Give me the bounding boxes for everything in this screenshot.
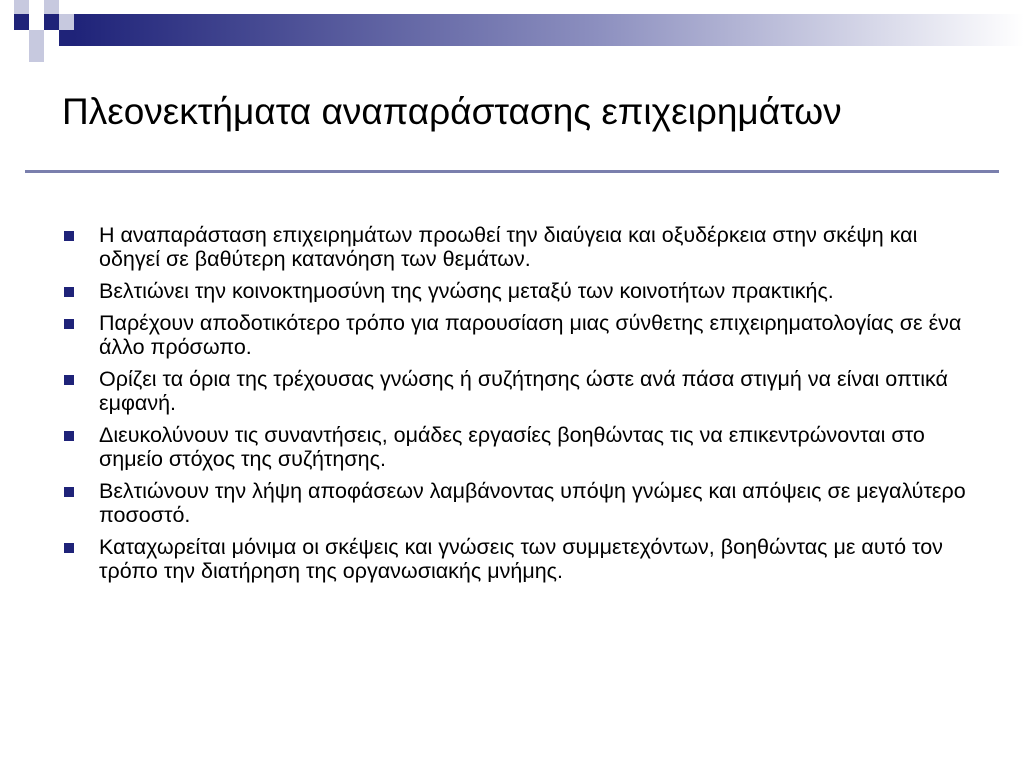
header-gradient-band [74,14,1024,46]
square-bullet-icon [64,287,74,297]
bullet-item [62,535,982,583]
bullet-text: Καταχωρείται μόνιμα οι σκέψεις και γνώσεις των συμμετεχόντων, βοηθώντας με αυτό τον τρόπο την διατήρηση της οργανωσιακής μνήμης. [99,535,943,583]
square-bullet-icon [64,543,74,553]
square-bullet-icon [64,487,74,497]
bullet-list [62,223,982,591]
bullet-text: Παρέχουν αποδοτικότερο τρόπο για παρουσίαση μιας σύνθετης επιχειρηματολογίας σε ένα άλλο πρόσωπο. [99,311,962,359]
bullet-item [62,423,982,471]
corner-squares-decoration [14,0,74,62]
square-bullet-icon [64,431,74,441]
title-divider [25,170,999,173]
slide-title: Πλεονεκτήματα αναπαράστασης επιχειρημάτων [62,91,842,132]
bullet-text: Βελτιώνουν την λήψη αποφάσεων λαμβάνοντας υπόψη γνώμες και απόψεις σε μεγαλύτερο ποσοστό. [99,479,966,527]
header-decoration [0,0,1024,62]
bullet-item [62,367,982,415]
bullet-text: Ορίζει τα όρια της τρέχουσας γνώσης ή συζήτησης ώστε ανά πάσα στιγμή να είναι οπτικά εμφανή. [99,367,948,415]
bullet-text: Η αναπαράσταση επιχειρημάτων προωθεί την διαύγεια και οξυδέρκεια στην σκέψη και οδηγεί σε βαθύτερη κατανόηση των θεμάτων. [99,223,918,271]
square-bullet-icon [64,231,74,241]
bullet-item [62,223,982,271]
bullet-item [62,279,982,303]
bullet-item [62,311,982,359]
square-bullet-icon [64,375,74,385]
bullet-text: Βελτιώνει την κοινοκτημοσύνη της γνώσης μεταξύ των κοινοτήτων πρακτικής. [99,279,834,303]
bullet-text: Διευκολύνουν τις συναντήσεις, ομάδες εργασίες βοηθώντας τις να επικεντρώνονται στο σημείο στόχος της συζήτησης. [99,423,925,471]
bullet-item [62,479,982,527]
square-bullet-icon [64,319,74,329]
